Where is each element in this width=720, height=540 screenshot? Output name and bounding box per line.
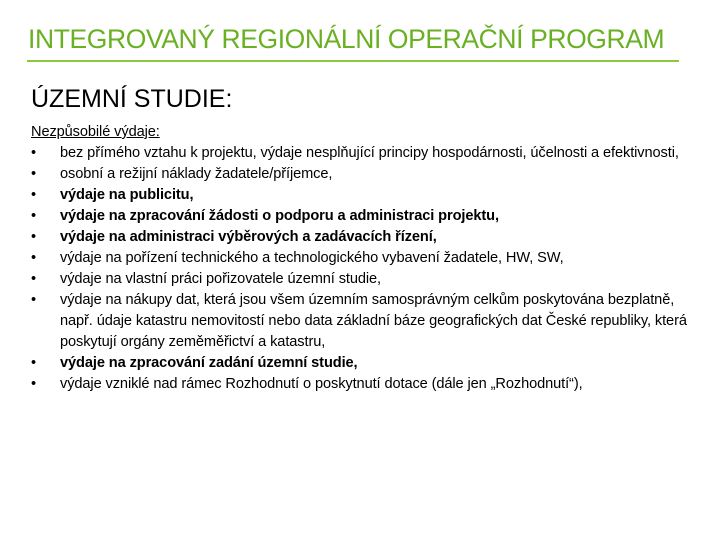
bullet-icon: •	[31, 229, 37, 245]
list-item-text: výdaje na publicitu,	[60, 187, 194, 203]
program-header-title: INTEGROVANÝ REGIONÁLNÍ OPERAČNÍ PROGRAM	[28, 24, 665, 54]
header-divider	[27, 60, 679, 62]
list-item-text: výdaje na zpracování zadání územní studie,	[60, 355, 358, 371]
slide-content	[31, 122, 701, 395]
list-item-text: výdaje na zpracování žádosti o podporu a administraci projektu,	[60, 208, 499, 224]
bullet-icon: •	[31, 250, 37, 266]
list-item	[31, 185, 701, 206]
list-item	[31, 164, 701, 185]
bullet-icon: •	[31, 376, 37, 392]
ineligible-expenses-heading: Nezpůsobilé výdaje:	[31, 124, 160, 140]
list-item	[31, 290, 701, 353]
bullet-icon: •	[31, 208, 37, 224]
list-item-text: výdaje na nákupy dat, která jsou všem územním samosprávným celkům poskytována bezplatně, např. údaje katastru nemovitostí nebo data základní báze geografických dat České republiky, která poskytují orgány zeměměřictví a katastru,	[60, 292, 687, 350]
bullet-icon: •	[31, 145, 37, 161]
list-item-text: výdaje na vlastní práci pořizovatele územní studie,	[60, 271, 382, 287]
list-item-text: výdaje vzniklé nad rámec Rozhodnutí o poskytnutí dotace (dále jen „Rozhodnutí“),	[60, 376, 583, 392]
list-item	[31, 374, 701, 395]
bullet-icon: •	[31, 355, 37, 371]
list-item	[31, 248, 701, 269]
list-item	[31, 227, 701, 248]
list-item	[31, 353, 701, 374]
list-item	[31, 143, 701, 164]
list-item	[31, 206, 701, 227]
bullet-icon: •	[31, 166, 37, 182]
slide-title: ÚZEMNÍ STUDIE:	[31, 85, 233, 113]
list-item-text: výdaje na pořízení technického a technologického vybavení žadatele, HW, SW,	[60, 250, 564, 266]
ineligible-expenses-list	[31, 143, 701, 395]
list-item-text: bez přímého vztahu k projektu, výdaje nesplňující principy hospodárnosti, účelnosti a efektivnosti,	[60, 145, 679, 161]
bullet-icon: •	[31, 271, 37, 287]
list-item	[31, 269, 701, 290]
list-item-text: výdaje na administraci výběrových a zadávacích řízení,	[60, 229, 437, 245]
bullet-icon: •	[31, 187, 37, 203]
list-item-text: osobní a režijní náklady žadatele/příjemce,	[60, 166, 333, 182]
bullet-icon: •	[31, 292, 37, 308]
